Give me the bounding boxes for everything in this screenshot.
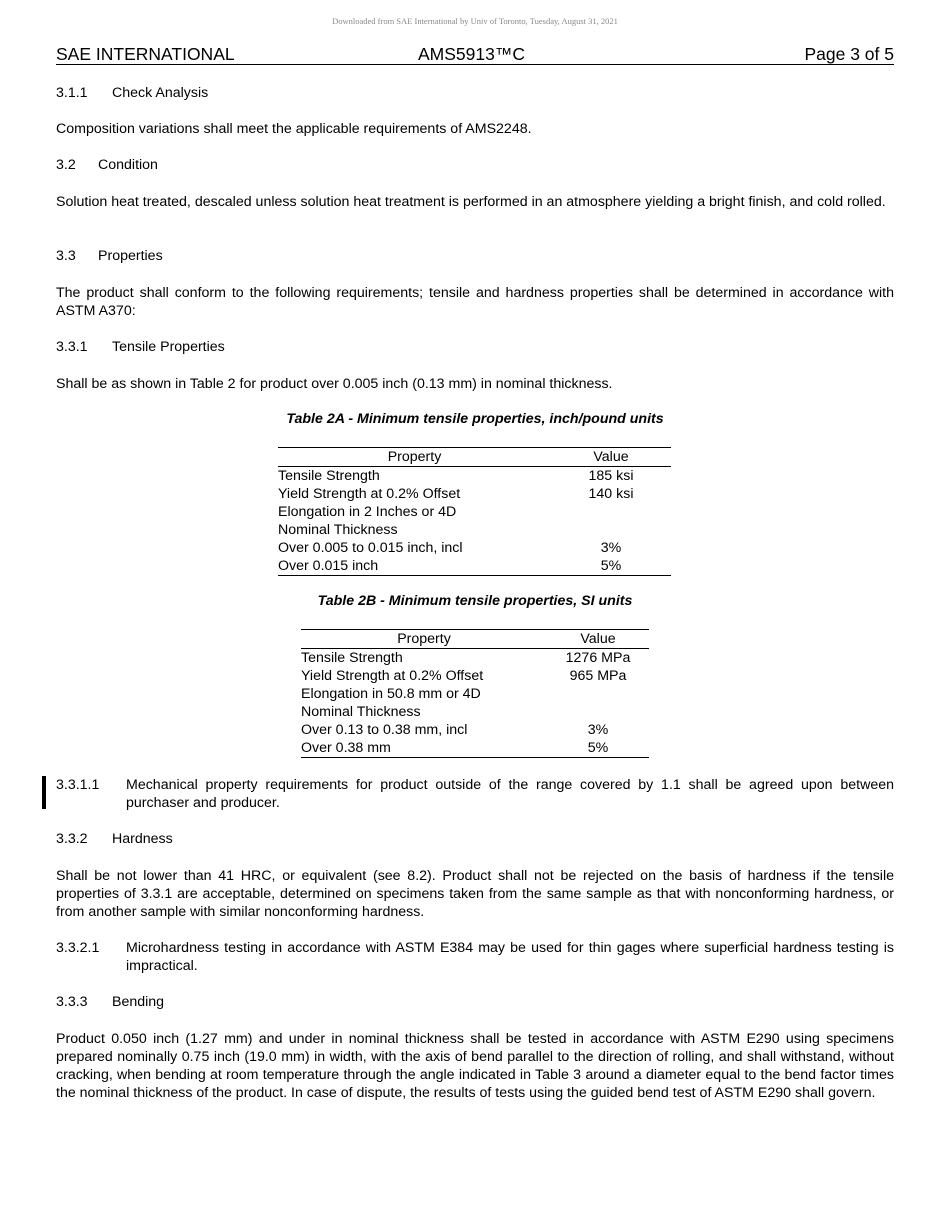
value-cell: 5% xyxy=(600,558,622,574)
value-cell xyxy=(547,685,649,703)
table-row xyxy=(301,685,649,703)
value-cell: 3% xyxy=(587,722,609,738)
property-cell: Tensile Strength xyxy=(278,468,380,484)
header-page-number: Page 3 of 5 xyxy=(804,44,894,64)
section-3-1-1-heading xyxy=(56,84,894,102)
table-row xyxy=(278,485,671,503)
section-number: 3.3 xyxy=(56,248,76,264)
value-cell: 140 ksi xyxy=(588,486,634,502)
table-2a-caption: Table 2A - Minimum tensile properties, inch/pound units xyxy=(286,411,664,427)
table-2b-caption: Table 2B - Minimum tensile properties, SI units xyxy=(317,593,633,609)
table-2a xyxy=(278,447,671,576)
value-cell: 5% xyxy=(587,740,609,756)
property-cell: Over 0.015 inch xyxy=(278,558,379,574)
table-row xyxy=(301,703,649,721)
page-header xyxy=(56,44,894,65)
value-cell: 3% xyxy=(600,540,622,556)
section-title: Condition xyxy=(98,157,158,173)
property-cell: Over 0.13 to 0.38 mm, incl xyxy=(301,722,468,738)
table-row xyxy=(278,557,671,576)
header-doc-id: AMS5913™C xyxy=(418,44,525,64)
section-3-3-1-body: Shall be as shown in Table 2 for product over 0.005 inch (0.13 mm) in nominal thickness. xyxy=(56,376,613,392)
value-cell xyxy=(547,703,649,721)
section-number: 3.2 xyxy=(56,157,76,173)
table-row xyxy=(278,539,671,557)
property-cell: Nominal Thickness xyxy=(301,704,421,720)
section-3-3-3-heading xyxy=(56,993,894,1011)
table-header-row xyxy=(278,448,671,467)
header-org: SAE INTERNATIONAL xyxy=(56,44,235,64)
section-3-3-1-heading xyxy=(56,338,894,356)
property-cell: Yield Strength at 0.2% Offset xyxy=(301,668,484,684)
table-row xyxy=(301,667,649,685)
section-body: Microhardness testing in accordance with ASTM E384 may be used for thin gages where superficial hardness testing is impractical. xyxy=(126,940,894,974)
download-watermark: Downloaded from SAE International by Univ of Toronto, Tuesday, August 31, 2021 xyxy=(332,16,618,26)
section-3-3-2-heading xyxy=(56,830,894,848)
column-header-property: Property xyxy=(397,631,451,647)
table-2b xyxy=(301,629,649,758)
section-title: Hardness xyxy=(112,831,173,847)
property-cell: Nominal Thickness xyxy=(278,522,398,538)
section-3-3-1-1 xyxy=(56,776,894,812)
section-title: Check Analysis xyxy=(112,85,209,101)
section-number: 3.3.2.1 xyxy=(56,940,100,956)
section-3-2-heading xyxy=(56,156,894,174)
revision-bar xyxy=(42,776,46,809)
section-3-3-2-body: Shall be not lower than 41 HRC, or equivalent (see 8.2). Product shall not be rejected on the basis of hardness if the tensile properties of 3.3.1 are acceptable, determined on specimens taken from the same sample as that with nonconforming hardness, or from another sample with similar nonconforming hardness. xyxy=(56,868,894,920)
section-title: Tensile Properties xyxy=(112,339,225,355)
table-row xyxy=(278,503,671,521)
table-row xyxy=(278,467,671,486)
section-title: Properties xyxy=(98,248,163,264)
property-cell: Elongation in 50.8 mm or 4D xyxy=(301,686,481,702)
table-row xyxy=(301,721,649,739)
section-3-3-body: The product shall conform to the following requirements; tensile and hardness properties shall be determined in accordance with ASTM A370: xyxy=(56,285,894,319)
value-cell: 965 MPa xyxy=(569,668,627,684)
section-3-1-1-body: Composition variations shall meet the applicable requirements of AMS2248. xyxy=(56,121,532,137)
property-cell: Elongation in 2 Inches or 4D xyxy=(278,504,457,520)
value-cell xyxy=(551,503,671,521)
table-row xyxy=(278,521,671,539)
section-number: 3.3.2 xyxy=(56,831,88,847)
section-number: 3.1.1 xyxy=(56,85,88,101)
section-body: Mechanical property requirements for product outside of the range covered by 1.1 shall be agreed upon between purchaser and producer. xyxy=(126,777,894,811)
section-number: 3.3.1 xyxy=(56,339,88,355)
section-number: 3.3.3 xyxy=(56,994,88,1010)
value-cell: 1276 MPa xyxy=(565,650,631,666)
section-3-3-2-1 xyxy=(56,939,894,975)
value-cell: 185 ksi xyxy=(588,468,634,484)
section-number: 3.3.1.1 xyxy=(56,777,100,793)
column-header-value: Value xyxy=(580,631,616,647)
property-cell: Tensile Strength xyxy=(301,650,403,666)
table-header-row xyxy=(301,630,649,649)
property-cell: Over 0.005 to 0.015 inch, incl xyxy=(278,540,463,556)
property-cell: Over 0.38 mm xyxy=(301,740,391,756)
column-header-value: Value xyxy=(593,449,629,465)
column-header-property: Property xyxy=(387,449,442,465)
table-row xyxy=(301,649,649,668)
section-title: Bending xyxy=(112,994,165,1010)
section-3-2-body: Solution heat treated, descaled unless solution heat treatment is performed in an atmosphere yielding a bright finish, and cold rolled. xyxy=(56,194,886,210)
property-cell: Yield Strength at 0.2% Offset xyxy=(278,486,461,502)
value-cell xyxy=(551,521,671,539)
section-3-3-heading xyxy=(56,247,894,265)
section-3-3-3-body: Product 0.050 inch (1.27 mm) and under in nominal thickness shall be tested in accordance with ASTM E290 using specimens prepared nominally 0.75 inch (19.0 mm) in width, with the axis of bend parallel to the direction of rolling, and shall withstand, without cracking, when bending at room temperature through the angle indicated in Table 3 around a diameter equal to the bend factor times the nominal thickness of the product. In case of dispute, the results of tests using the guided bend test of ASTM E290 shall govern. xyxy=(56,1031,894,1101)
table-row xyxy=(301,739,649,758)
